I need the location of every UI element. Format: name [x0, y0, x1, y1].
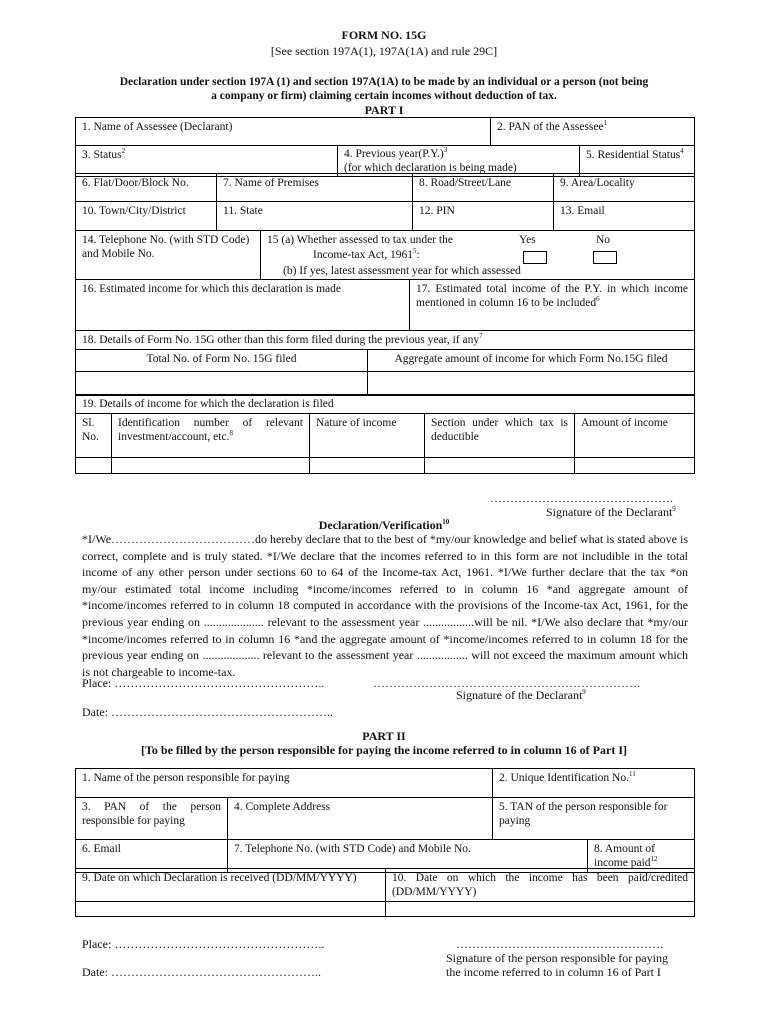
declaration-heading-line2: a company or firm) claiming certain incomes without deduction of tax. [211, 90, 557, 102]
part1-table-tel [75, 230, 695, 280]
email-field[interactable]: 13. Email [554, 202, 695, 231]
estimated-income-field[interactable]: 16. Estimated income for which this declaration is made [76, 280, 410, 331]
tan-field[interactable]: 5. TAN of the person responsible for paying [493, 798, 695, 840]
verification-title: Declaration/Verification$^{10}$ [318, 518, 450, 532]
signature-line: ………………………………………. [490, 491, 673, 505]
part1-table-address [75, 173, 695, 231]
signature-label: Signature of the Declarant$^9$ [546, 505, 676, 519]
pin-field[interactable]: 12. PIN [413, 202, 554, 231]
income-details-heading: 19. Details of income for which the declaration is filed [76, 395, 695, 414]
town-city-field[interactable]: 10. Town/City/District [76, 202, 217, 231]
state-field[interactable]: 11. State [217, 202, 413, 231]
unique-id-field[interactable]: 2. Unique Identification No.$^{11}$ [493, 769, 695, 798]
serial-no-header: Sl. No. [76, 414, 112, 458]
verification-text: *I/We………………………………do hereby declare that to the best of *my/our knowledge and belief what is stated above is correct, complete and is truly stated. *I/We declare that the incomes referred to in this form are not includible in the total income of any other person under sections 60 to 64 of the Income-tax Act, 1961. *I/We further declare that the tax *on my/our estimated total income including *income/incomes referred to in column 16 *and aggregate amount of *income/incomes referred to in column 18 computed in accordance with the provisions of the Income-tax Act, 1961, for the previous year ending on .................... relevant to the assessment year .................will be nil. *I/We also declare that *my/our *income/incomes referred to in column 16 *and the aggregate amount of *income/incomes referred to in column 18 for the previous year ending on ................... relevant to the assessment year ................. will not exceed the maximum amount which is not chargeable to income-tax. [82, 532, 688, 679]
form-reference: [See section 197A(1), 197A(1A) and rule 29C] [270, 44, 498, 58]
part1-title: PART I [364, 103, 404, 117]
assessed-to-tax-field: 15 (a) Whether assessed to tax under the Income-tax Act, 1961$^5$: (b) If yes, latest assessment year for which assessed Yes No [261, 231, 695, 280]
identification-number-cell[interactable] [112, 458, 310, 474]
part2-table [75, 768, 695, 873]
declarant-signature-line: …………………………………………………………. [373, 676, 640, 690]
no-checkbox[interactable] [593, 251, 617, 264]
part1-table-form15g [75, 330, 695, 396]
form15g-details-heading: 18. Details of Form No. 15G other than this form filed during the previous year, if any$^7$ [76, 331, 695, 350]
payer-telephone-field[interactable]: 7. Telephone No. (with STD Code) and Mobile No. [228, 840, 588, 873]
income-paid-date-field[interactable]: 10. Date on which the income has been paid/credited (DD/MM/YYYY) [386, 869, 695, 902]
part1-table-income-details [75, 394, 695, 474]
telephone-field[interactable]: 14. Telephone No. (with STD Code) and Mobile No. [76, 231, 261, 280]
nature-of-income-cell[interactable] [310, 458, 425, 474]
amount-of-income-cell[interactable] [575, 458, 695, 474]
declarant-signature-label: Signature of the Declarant$^9$ [456, 688, 586, 702]
part1-table-income [75, 279, 695, 331]
payer-signature-line: ……………………………………………. [456, 937, 663, 951]
aggregate-income-header: Aggregate amount of income for which Form No.15G filed [368, 350, 695, 372]
identification-number-header: Identification number of relevant investment/account, etc.$^8$ [112, 414, 310, 458]
amount-of-income-header: Amount of income [575, 414, 695, 458]
yes-checkbox[interactable] [523, 251, 547, 264]
nature-of-income-header: Nature of income [310, 414, 425, 458]
complete-address-field[interactable]: 4. Complete Address [228, 798, 493, 840]
flat-door-block-field[interactable]: 6. Flat/Door/Block No. [76, 174, 217, 202]
premises-name-field[interactable]: 7. Name of Premises [217, 174, 413, 202]
aggregate-income-input[interactable] [368, 372, 695, 396]
total-form15g-header: Total No. of Form No. 15G filed [76, 350, 368, 372]
declaration-received-date-field[interactable]: 9. Date on which Declaration is received (DD/MM/YYYY) [76, 869, 386, 902]
part1-table-a [75, 117, 695, 177]
previous-year-field[interactable]: 4. Previous $year(P.Y.)^3$ (for which declaration is being made) [338, 146, 580, 177]
date-field[interactable]: Date: ……………………………………………….. [82, 705, 333, 719]
payer-pan-field[interactable]: 3. PAN of the person responsible for paying [76, 798, 228, 840]
assessee-pan-field[interactable]: 2. PAN of the Assessee$^1$ [491, 118, 695, 146]
part2-dates-table [75, 868, 695, 917]
payer-name-field[interactable]: 1. Name of the person responsible for paying [76, 769, 493, 798]
place-field[interactable]: Place: …………………………………………….. [82, 676, 325, 690]
part2-title: PART II [362, 729, 406, 743]
area-locality-field[interactable]: 9. Area/Locality [554, 174, 695, 202]
road-street-field[interactable]: 8. Road/Street/Lane [413, 174, 554, 202]
declaration-received-date-input[interactable] [76, 902, 386, 917]
payer-email-field[interactable]: 6. Email [76, 840, 228, 873]
serial-no-cell[interactable] [76, 458, 112, 474]
payer-date-field[interactable]: Date: …………………………………………….. [82, 965, 321, 979]
payer-signature-label-line1: Signature of the person responsible for paying [446, 951, 668, 965]
part2-subtitle: [To be filled by the person responsible for paying the income referred to in column 16 of Part I] [141, 743, 627, 757]
declaration-heading-line1: Declaration under section 197A (1) and section 197A(1A) to be made by an individual or a person (not being [119, 76, 649, 88]
residential-status-field[interactable]: 5. Residential Status$^4$ [580, 146, 695, 177]
section-header: Section under which tax is deductible [425, 414, 575, 458]
total-form15g-input[interactable] [76, 372, 368, 396]
income-paid-date-input[interactable] [386, 902, 695, 917]
payer-signature-label-line2: the income referred to in column 16 of Part I [446, 965, 661, 979]
status-field[interactable]: 3. Status$^2$ [76, 146, 338, 177]
payer-place-field[interactable]: Place: …………………………………………….. [82, 937, 325, 951]
section-cell[interactable] [425, 458, 575, 474]
assessee-name-field[interactable]: 1. Name of Assessee (Declarant) [76, 118, 491, 146]
estimated-total-income-field[interactable]: 17. Estimated total income of the P.Y. in which income mentioned in column 16 to be included$^6$ [410, 280, 695, 331]
form-title: FORM NO. 15G [341, 28, 427, 42]
amount-paid-field[interactable]: 8. Amount of income paid$^{12}$ [588, 840, 695, 873]
